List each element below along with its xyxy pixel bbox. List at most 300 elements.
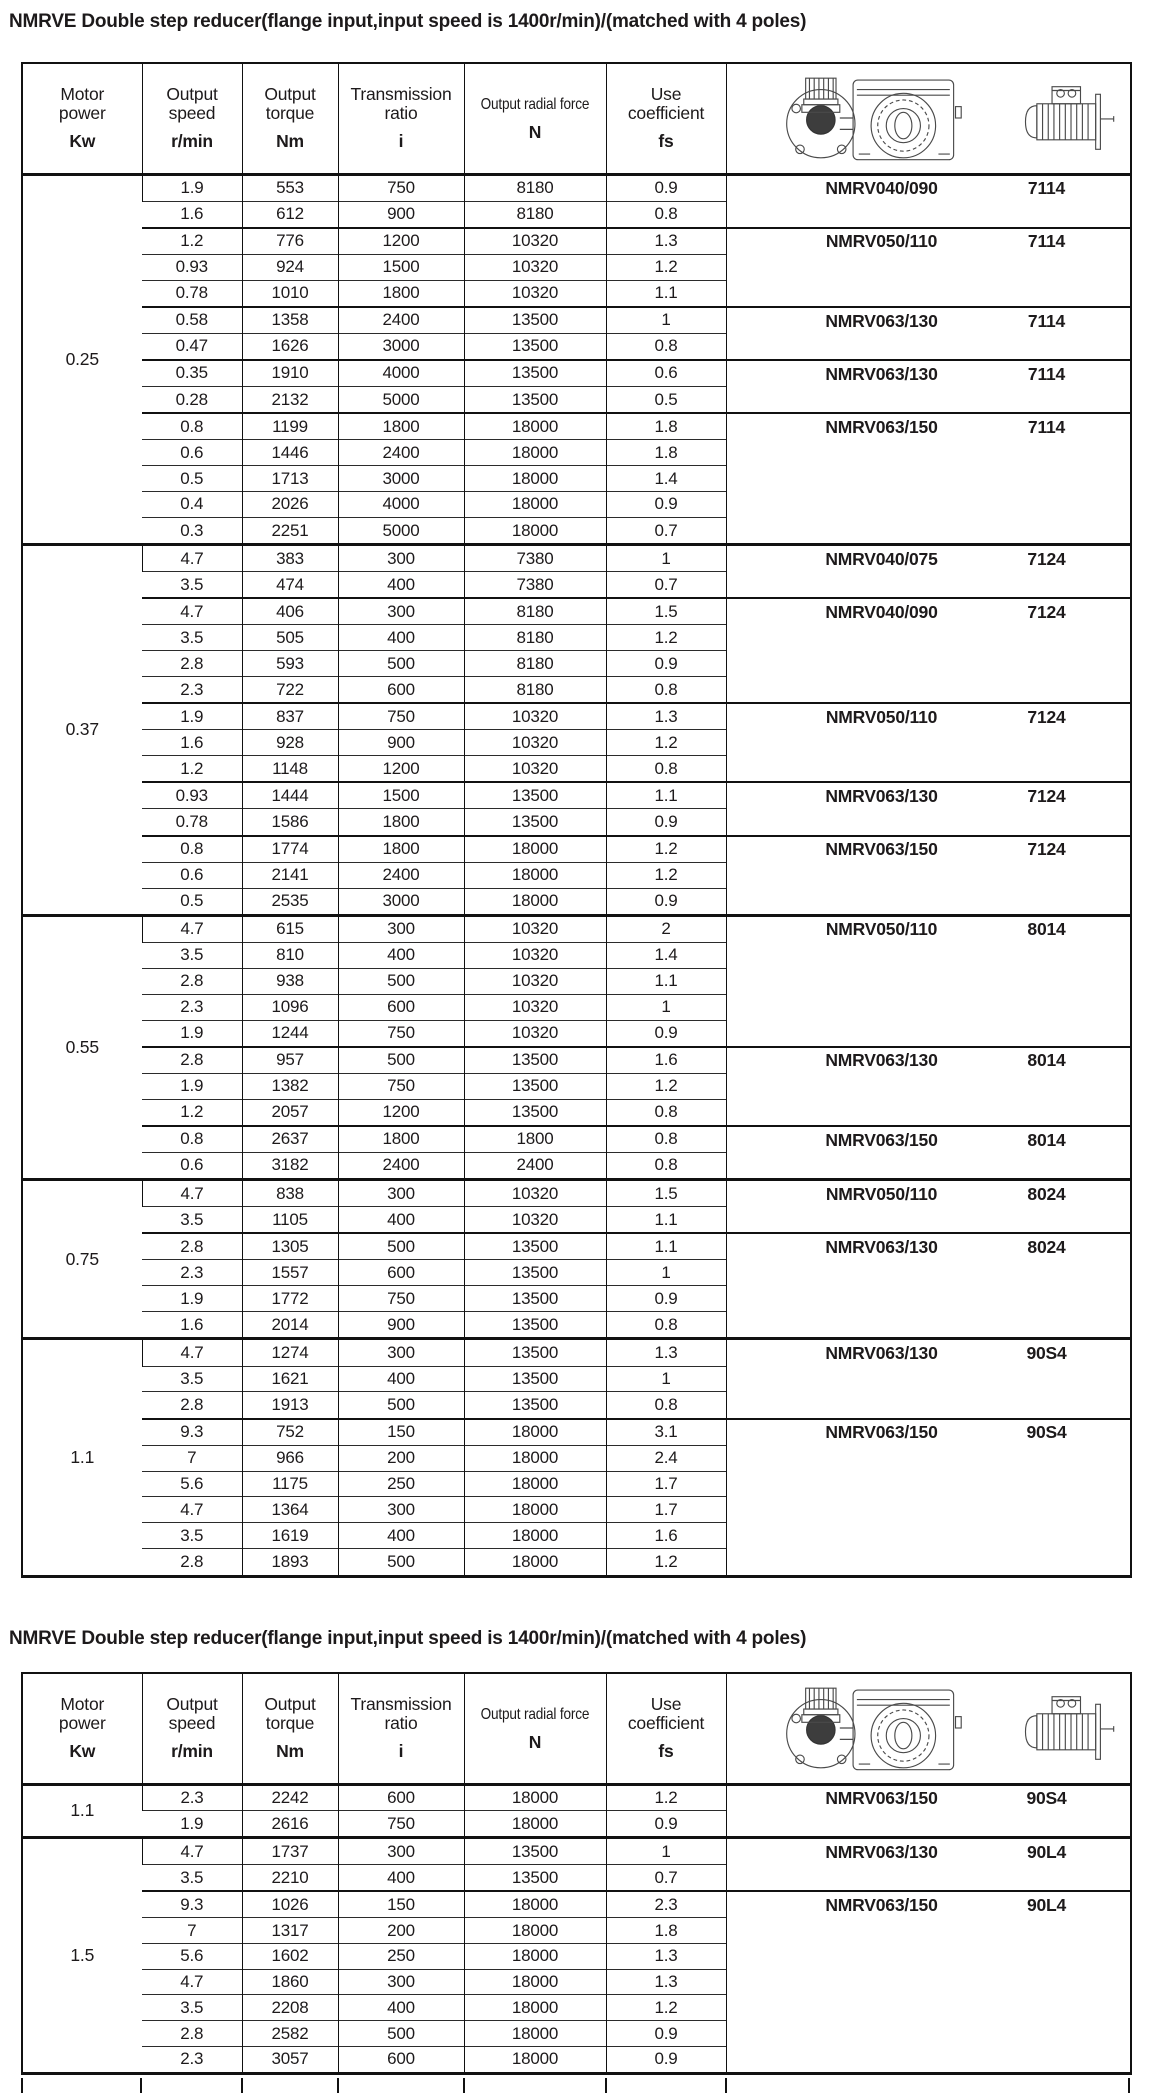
torque-cell: 1860: [242, 1969, 338, 1995]
fs-cell: 1.6: [606, 1523, 726, 1549]
spec-table: [21, 62, 1132, 1578]
speed-cell: 0.8: [142, 413, 242, 440]
radial-cell: 18000: [464, 1497, 606, 1523]
fs-cell: 0.5: [606, 386, 726, 413]
ratio-cell: 1200: [338, 228, 464, 255]
model-cell: [726, 1838, 1131, 1891]
torque-cell: 938: [242, 968, 338, 994]
fs-cell: 1: [606, 1366, 726, 1392]
ratio-cell: 5000: [338, 517, 464, 544]
radial-cell: 18000: [464, 440, 606, 466]
torque-cell: 2141: [242, 862, 338, 888]
fs-cell: 0.7: [606, 1865, 726, 1891]
fs-cell: 1.2: [606, 730, 726, 756]
torque-cell: 612: [242, 201, 338, 228]
radial-cell: 8180: [464, 201, 606, 228]
ratio-cell: 1800: [338, 280, 464, 307]
ratio-cell: 400: [338, 1995, 464, 2021]
torque-cell: 2132: [242, 386, 338, 413]
table2-title: NMRVE Double step reducer(flange input,input speed is 1400r/min)/(matched with 4 poles): [9, 1628, 807, 1649]
torque-cell: 474: [242, 572, 338, 599]
radial-cell: 10320: [464, 1020, 606, 1047]
motor-code: 7124: [1027, 839, 1066, 860]
torque-cell: 1557: [242, 1260, 338, 1286]
radial-cell: 18000: [464, 1811, 606, 1838]
ratio-cell: 1800: [338, 836, 464, 863]
fs-cell: 0.9: [606, 491, 726, 517]
model-name: NMRV063/130: [825, 1050, 938, 1071]
table-row: [22, 1891, 1131, 1917]
torque-cell: 3057: [242, 2046, 338, 2073]
fs-cell: 1.4: [606, 466, 726, 492]
ratio-cell: 1500: [338, 782, 464, 809]
ratio-cell: 750: [338, 1286, 464, 1312]
motor-code: 90L4: [1026, 1895, 1067, 1916]
fs-cell: 0.9: [606, 2046, 726, 2073]
speed-cell: 2.3: [142, 677, 242, 704]
torque-cell: 838: [242, 1180, 338, 1207]
radial-cell: 2400: [464, 1152, 606, 1179]
model-cell: [726, 228, 1131, 307]
speed-cell: 3.5: [142, 1995, 242, 2021]
speed-cell: 9.3: [142, 1891, 242, 1917]
ratio-cell: 500: [338, 2021, 464, 2047]
torque-cell: 1358: [242, 307, 338, 334]
torque-cell: 2616: [242, 1811, 338, 1838]
speed-cell: 4.7: [142, 1838, 242, 1865]
radial-cell: 10320: [464, 942, 606, 968]
speed-cell: 3.5: [142, 1523, 242, 1549]
fs-cell: 1.3: [606, 703, 726, 730]
speed-cell: 2.3: [142, 2046, 242, 2073]
model-cell: [726, 1180, 1131, 1234]
torque-cell: 1317: [242, 1918, 338, 1944]
speed-cell: 2.8: [142, 968, 242, 994]
fs-cell: 0.8: [606, 333, 726, 360]
ratio-cell: 4000: [338, 491, 464, 517]
speed-cell: 3.5: [142, 572, 242, 599]
ratio-cell: 600: [338, 1260, 464, 1286]
col-header-models: [726, 63, 1131, 174]
radial-cell: 18000: [464, 836, 606, 863]
ratio-cell: 400: [338, 1865, 464, 1891]
fs-cell: 0.9: [606, 2021, 726, 2047]
ratio-cell: 300: [338, 1180, 464, 1207]
torque-cell: 1774: [242, 836, 338, 863]
radial-cell: 10320: [464, 228, 606, 255]
ratio-cell: 400: [338, 625, 464, 651]
radial-cell: 7380: [464, 572, 606, 599]
torque-cell: 966: [242, 1445, 338, 1471]
radial-cell: 18000: [464, 862, 606, 888]
table-row: [22, 703, 1131, 730]
speed-cell: 1.6: [142, 1312, 242, 1339]
model-name: NMRV063/150: [825, 1895, 938, 1916]
speed-cell: 3.5: [142, 625, 242, 651]
torque-cell: 1382: [242, 1073, 338, 1099]
fs-cell: 0.8: [606, 1099, 726, 1126]
ratio-cell: 900: [338, 730, 464, 756]
radial-cell: 10320: [464, 280, 606, 307]
fs-cell: 1.2: [606, 1784, 726, 1811]
fs-cell: 1.1: [606, 1233, 726, 1260]
radial-cell: 8180: [464, 598, 606, 625]
fs-cell: 0.7: [606, 517, 726, 544]
fs-cell: 1.1: [606, 280, 726, 307]
ratio-cell: 2400: [338, 440, 464, 466]
ratio-cell: 500: [338, 1233, 464, 1260]
model-name: NMRV063/150: [825, 1129, 938, 1150]
fs-cell: 0.9: [606, 1020, 726, 1047]
gearbox-drawing-icon: [781, 1678, 971, 1778]
speed-cell: 3.5: [142, 942, 242, 968]
fs-cell: 1.2: [606, 1073, 726, 1099]
motor-code: 7114: [1027, 178, 1066, 199]
table-row: [22, 1339, 1131, 1366]
fs-cell: 2: [606, 915, 726, 942]
speed-cell: 2.3: [142, 1784, 242, 1811]
ratio-cell: 1800: [338, 413, 464, 440]
speed-cell: 2.8: [142, 1047, 242, 1074]
col-header-output-torque: Output torque Nm: [242, 63, 338, 174]
model-cell: [726, 1126, 1131, 1180]
motor-code: 7114: [1027, 310, 1066, 331]
fs-cell: 0.8: [606, 1312, 726, 1339]
model-cell: [726, 307, 1131, 360]
torque-cell: 615: [242, 915, 338, 942]
speed-cell: 0.58: [142, 307, 242, 334]
torque-cell: 2057: [242, 1099, 338, 1126]
speed-cell: 1.9: [142, 1073, 242, 1099]
ratio-cell: 300: [338, 915, 464, 942]
speed-cell: 4.7: [142, 1497, 242, 1523]
torque-cell: 1772: [242, 1286, 338, 1312]
speed-cell: 2.3: [142, 1260, 242, 1286]
radial-cell: 7380: [464, 545, 606, 572]
radial-cell: 18000: [464, 2046, 606, 2073]
col-header-output-speed: Output speed r/min: [142, 63, 242, 174]
model-name: NMRV063/130: [825, 1237, 938, 1258]
speed-cell: 1.2: [142, 228, 242, 255]
table-row: [22, 598, 1131, 625]
model-name: NMRV050/110: [825, 1183, 938, 1204]
ratio-cell: 1500: [338, 254, 464, 280]
model-name: NMRV040/090: [825, 602, 938, 623]
ratio-cell: 200: [338, 1918, 464, 1944]
fs-cell: 0.9: [606, 174, 726, 201]
torque-cell: 2582: [242, 2021, 338, 2047]
col-header-models: [726, 1673, 1131, 1784]
model-name: NMRV040/075: [825, 548, 938, 569]
radial-cell: 13500: [464, 1312, 606, 1339]
speed-cell: 1.9: [142, 1286, 242, 1312]
torque-cell: 1913: [242, 1392, 338, 1419]
speed-cell: 5.6: [142, 1943, 242, 1969]
radial-cell: 13500: [464, 1865, 606, 1891]
model-name: NMRV063/130: [825, 363, 938, 384]
ratio-cell: 2400: [338, 1152, 464, 1179]
model-cell: [726, 1891, 1131, 2073]
model-name: NMRV040/090: [825, 178, 938, 199]
radial-cell: 13500: [464, 1366, 606, 1392]
model-cell: [726, 782, 1131, 835]
radial-cell: 13500: [464, 1233, 606, 1260]
model-name: NMRV063/130: [825, 310, 938, 331]
torque-cell: 2251: [242, 517, 338, 544]
speed-cell: 4.7: [142, 915, 242, 942]
model-cell: [726, 915, 1131, 1047]
fs-cell: 1.7: [606, 1497, 726, 1523]
model-name: NMRV063/150: [825, 416, 938, 437]
radial-cell: 18000: [464, 491, 606, 517]
ratio-cell: 400: [338, 942, 464, 968]
model-cell: [726, 1233, 1131, 1339]
table-row: [22, 1180, 1131, 1207]
speed-cell: 0.4: [142, 491, 242, 517]
motor-code: 7124: [1027, 548, 1066, 569]
table-row: [22, 228, 1131, 255]
radial-cell: 10320: [464, 994, 606, 1020]
torque-cell: 957: [242, 1047, 338, 1074]
torque-cell: 1026: [242, 1891, 338, 1917]
motor-code: 7124: [1027, 707, 1066, 728]
speed-cell: 2.8: [142, 1549, 242, 1577]
header-drawings: [727, 1678, 1131, 1778]
col-header-motor-power: Motor power Kw: [22, 1673, 142, 1784]
table-row: [22, 915, 1131, 942]
radial-cell: 18000: [464, 1549, 606, 1577]
ratio-cell: 500: [338, 1392, 464, 1419]
speed-cell: 0.28: [142, 386, 242, 413]
torque-cell: 1602: [242, 1943, 338, 1969]
radial-cell: 10320: [464, 915, 606, 942]
radial-cell: 10320: [464, 730, 606, 756]
speed-cell: 0.6: [142, 440, 242, 466]
motor-code: 7114: [1027, 231, 1066, 252]
torque-cell: 1364: [242, 1497, 338, 1523]
speed-cell: 9.3: [142, 1419, 242, 1446]
speed-cell: 3.5: [142, 1865, 242, 1891]
radial-cell: 18000: [464, 1943, 606, 1969]
cutoff-next-row: [21, 2078, 1130, 2093]
torque-cell: 722: [242, 677, 338, 704]
speed-cell: 0.6: [142, 1152, 242, 1179]
table-row: [22, 1233, 1131, 1260]
torque-cell: 1713: [242, 466, 338, 492]
table-row: [22, 836, 1131, 863]
fs-cell: 1.1: [606, 782, 726, 809]
fs-cell: 1.8: [606, 440, 726, 466]
radial-cell: 18000: [464, 1471, 606, 1497]
speed-cell: 4.7: [142, 545, 242, 572]
model-cell: [726, 1419, 1131, 1577]
fs-cell: 1.2: [606, 625, 726, 651]
speed-cell: 0.6: [142, 862, 242, 888]
table-row: [22, 1838, 1131, 1865]
motor-power-cell: 0.37: [22, 545, 142, 916]
radial-cell: 13500: [464, 360, 606, 387]
radial-cell: 18000: [464, 888, 606, 915]
model-name: NMRV063/130: [825, 786, 938, 807]
header-drawings: [727, 68, 1131, 168]
ratio-cell: 300: [338, 1838, 464, 1865]
radial-cell: 10320: [464, 968, 606, 994]
model-cell: [726, 703, 1131, 782]
speed-cell: 1.9: [142, 1020, 242, 1047]
ratio-cell: 750: [338, 1811, 464, 1838]
ratio-cell: 1200: [338, 756, 464, 783]
fs-cell: 0.9: [606, 888, 726, 915]
motor-power-cell: 0.75: [22, 1180, 142, 1339]
ratio-cell: 900: [338, 1312, 464, 1339]
fs-cell: 1: [606, 1260, 726, 1286]
fs-cell: 0.9: [606, 1286, 726, 1312]
fs-cell: 1.2: [606, 254, 726, 280]
fs-cell: 0.8: [606, 1392, 726, 1419]
speed-cell: 0.35: [142, 360, 242, 387]
torque-cell: 2208: [242, 1995, 338, 2021]
speed-cell: 1.9: [142, 1811, 242, 1838]
table-row: [22, 545, 1131, 572]
fs-cell: 0.8: [606, 1126, 726, 1153]
radial-cell: 13500: [464, 1838, 606, 1865]
motor-code: 8024: [1027, 1183, 1066, 1204]
model-cell: [726, 836, 1131, 916]
ratio-cell: 400: [338, 1207, 464, 1234]
speed-cell: 0.93: [142, 782, 242, 809]
radial-cell: 18000: [464, 1891, 606, 1917]
fs-cell: 0.8: [606, 756, 726, 783]
speed-cell: 0.8: [142, 836, 242, 863]
fs-cell: 2.3: [606, 1891, 726, 1917]
model-name: NMRV050/110: [825, 707, 938, 728]
ratio-cell: 2400: [338, 307, 464, 334]
radial-cell: 13500: [464, 1286, 606, 1312]
model-name: NMRV063/130: [825, 1343, 938, 1364]
col-header-transmission-ratio: Transmission ratio i: [338, 63, 464, 174]
ratio-cell: 300: [338, 1497, 464, 1523]
torque-cell: 593: [242, 651, 338, 677]
torque-cell: 383: [242, 545, 338, 572]
col-header-output-radial-force: Output radial force N: [464, 1673, 606, 1784]
fs-cell: 1: [606, 994, 726, 1020]
torque-cell: 1305: [242, 1233, 338, 1260]
speed-cell: 0.78: [142, 280, 242, 307]
ratio-cell: 1200: [338, 1099, 464, 1126]
ratio-cell: 300: [338, 1339, 464, 1366]
radial-cell: 10320: [464, 1180, 606, 1207]
torque-cell: 1446: [242, 440, 338, 466]
torque-cell: 2242: [242, 1784, 338, 1811]
speed-cell: 5.6: [142, 1471, 242, 1497]
motor-code: 7124: [1027, 786, 1066, 807]
fs-cell: 0.9: [606, 651, 726, 677]
ratio-cell: 3000: [338, 888, 464, 915]
fs-cell: 1.4: [606, 942, 726, 968]
ratio-cell: 3000: [338, 333, 464, 360]
table-row: [22, 360, 1131, 387]
ratio-cell: 600: [338, 1784, 464, 1811]
ratio-cell: 600: [338, 677, 464, 704]
fs-cell: 0.8: [606, 677, 726, 704]
fs-cell: 0.9: [606, 809, 726, 836]
table-row: [22, 1047, 1131, 1074]
speed-cell: 3.5: [142, 1366, 242, 1392]
torque-cell: 1199: [242, 413, 338, 440]
torque-cell: 1175: [242, 1471, 338, 1497]
torque-cell: 2014: [242, 1312, 338, 1339]
fs-cell: 0.8: [606, 201, 726, 228]
speed-cell: 2.8: [142, 1233, 242, 1260]
fs-cell: 1: [606, 1838, 726, 1865]
radial-cell: 13500: [464, 1260, 606, 1286]
radial-cell: 18000: [464, 1969, 606, 1995]
table1-title: NMRVE Double step reducer(flange input,input speed is 1400r/min)/(matched with 4 poles): [9, 11, 807, 32]
ratio-cell: 300: [338, 598, 464, 625]
motor-power-cell: 1.1: [22, 1339, 142, 1577]
ratio-cell: 600: [338, 2046, 464, 2073]
fs-cell: 1.5: [606, 1180, 726, 1207]
torque-cell: 928: [242, 730, 338, 756]
radial-cell: 13500: [464, 1099, 606, 1126]
motor-code: 8014: [1027, 919, 1066, 940]
ratio-cell: 1800: [338, 809, 464, 836]
motor-power-cell: 0.25: [22, 174, 142, 545]
radial-cell: 13500: [464, 1392, 606, 1419]
speed-cell: 1.6: [142, 730, 242, 756]
ratio-cell: 250: [338, 1471, 464, 1497]
fs-cell: 1.2: [606, 1995, 726, 2021]
radial-cell: 13500: [464, 809, 606, 836]
torque-cell: 2026: [242, 491, 338, 517]
speed-cell: 7: [142, 1445, 242, 1471]
torque-cell: 924: [242, 254, 338, 280]
motor-code: 90S4: [1026, 1788, 1067, 1809]
motor-power-cell: 1.5: [22, 1838, 142, 2074]
ratio-cell: 750: [338, 1073, 464, 1099]
radial-cell: 10320: [464, 1207, 606, 1234]
fs-cell: 2.4: [606, 1445, 726, 1471]
motor-code: 8014: [1027, 1129, 1066, 1150]
torque-cell: 1010: [242, 280, 338, 307]
model-cell: [726, 545, 1131, 599]
ratio-cell: 300: [338, 545, 464, 572]
radial-cell: 13500: [464, 782, 606, 809]
col-header-use-coefficient: Use coefficient fs: [606, 1673, 726, 1784]
radial-cell: 8180: [464, 677, 606, 704]
fs-cell: 0.6: [606, 360, 726, 387]
radial-cell: 10320: [464, 254, 606, 280]
fs-cell: 1.3: [606, 1339, 726, 1366]
ratio-cell: 600: [338, 994, 464, 1020]
ratio-cell: 3000: [338, 466, 464, 492]
speed-cell: 4.7: [142, 598, 242, 625]
fs-cell: 1: [606, 545, 726, 572]
radial-cell: 18000: [464, 1918, 606, 1944]
fs-cell: 1.7: [606, 1471, 726, 1497]
speed-cell: 2.3: [142, 994, 242, 1020]
ratio-cell: 750: [338, 1020, 464, 1047]
speed-cell: 1.2: [142, 1099, 242, 1126]
ratio-cell: 500: [338, 1047, 464, 1074]
ratio-cell: 5000: [338, 386, 464, 413]
spec-table: [21, 1672, 1132, 2075]
fs-cell: 1.1: [606, 968, 726, 994]
speed-cell: 4.7: [142, 1339, 242, 1366]
ratio-cell: 500: [338, 968, 464, 994]
model-name: NMRV063/130: [825, 1842, 938, 1863]
model-cell: [726, 1339, 1131, 1419]
